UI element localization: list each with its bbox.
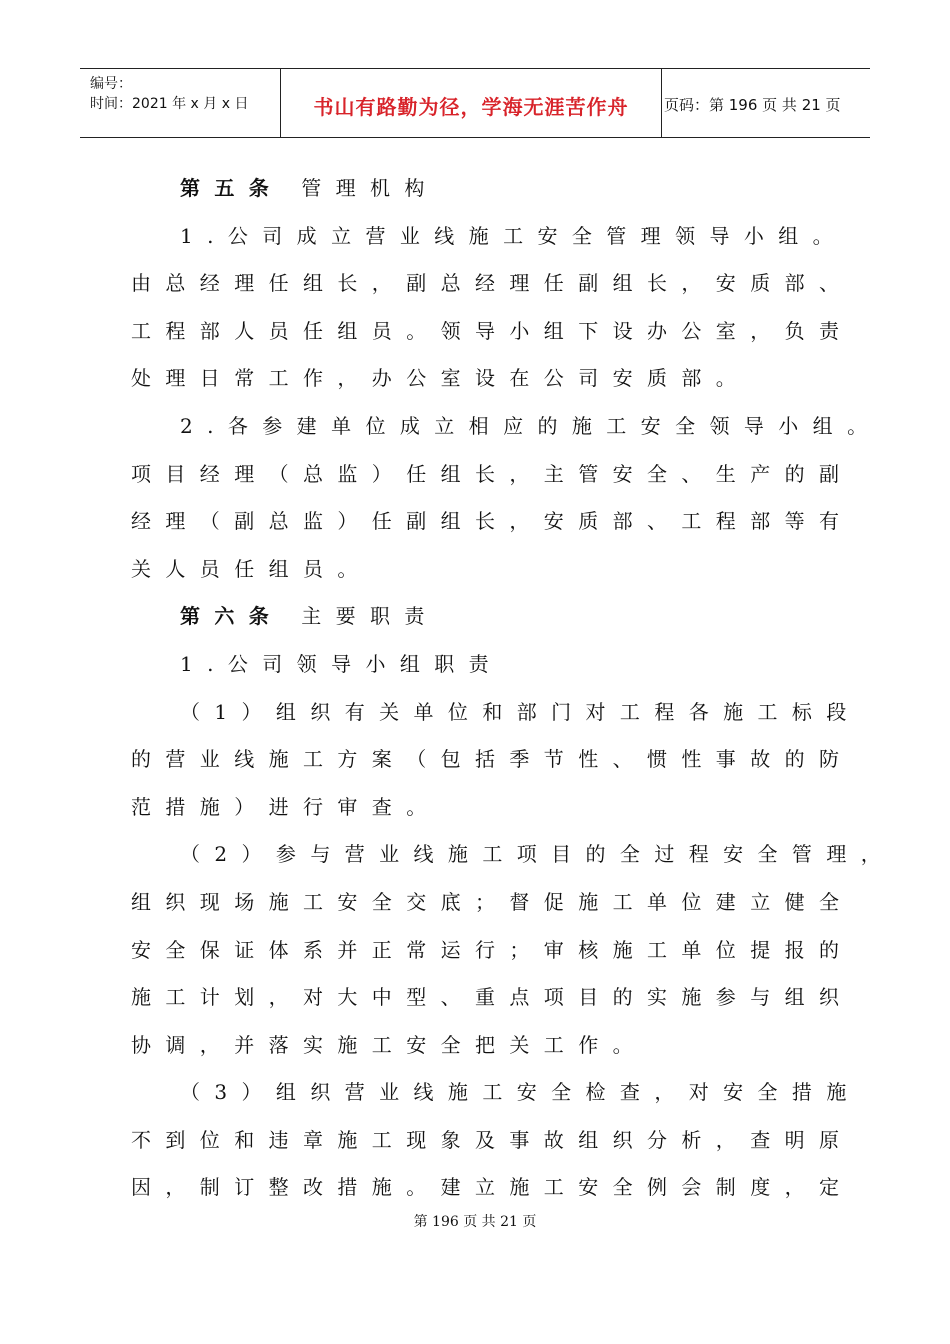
section-heading	[131, 165, 831, 213]
article-title: 主要职责	[301, 604, 439, 629]
paragraph-line: 经理（副总监）任副组长，安质部、工程部等有	[131, 509, 854, 534]
paragraph-line: 2.各参建单位成立相应的施工安全领导小组。	[180, 413, 882, 438]
paragraph-line: 协调，并落实施工安全把关工作。	[131, 1032, 647, 1057]
paragraph-line: 安全保证体系并正常运行；审核施工单位提报的	[131, 937, 854, 962]
document-body	[131, 165, 896, 1212]
header-meta-cell	[80, 69, 280, 137]
paragraph-line: 工程部人员任组员。领导小组下设办公室，负责	[131, 318, 854, 343]
paragraph-line: 不到位和违章施工现象及事故组织分析，查明原	[131, 1127, 854, 1152]
paragraph-line: （1）组织有关单位和部门对工程各施工标段	[180, 699, 861, 724]
header-page-cell	[662, 69, 870, 137]
paragraph-line: 的营业线施工方案（包括季节性、惯性事故的防	[131, 747, 854, 772]
paragraph-line: 1.公司成立营业线施工安全管理领导小组。	[180, 223, 848, 248]
number-label: 编号：	[90, 76, 132, 92]
paragraph-line: 处理日常工作，办公室设在公司安质部。	[131, 366, 751, 391]
section-heading	[131, 593, 831, 641]
motto-text: 书山有路勤为径，学海无涯苦作舟	[313, 95, 629, 119]
page-info: 页码：第 196 页 共 21 页	[664, 96, 841, 114]
paragraph-line: 1.公司领导小组职责	[180, 651, 504, 676]
paragraph-line: 关人员任组员。	[131, 556, 372, 581]
page-footer: 第 196 页 共 21 页	[413, 1214, 537, 1230]
header-motto-cell	[280, 69, 662, 137]
paragraph-line: 范措施）进行审查。	[131, 794, 441, 819]
article-number: 第五条	[180, 176, 284, 200]
paragraph-line: 项目经理（总监）任组长，主管安全、生产的副	[131, 461, 854, 486]
paragraph-line: 由总经理任组长，副总经理任副组长，安质部、	[131, 271, 854, 296]
article-number: 第六条	[180, 604, 284, 629]
document-header	[80, 68, 870, 138]
paragraph-line: 因，制订整改措施。建立施工安全例会制度，定	[131, 1175, 854, 1200]
article-title: 管理机构	[301, 176, 439, 200]
paragraph-line: （2）参与营业线施工项目的全过程安全管理，	[180, 842, 896, 867]
date-label: 时间：2021 年 x 月 x 日	[90, 96, 249, 112]
paragraph-line: 组织现场施工安全交底；督促施工单位建立健全	[131, 889, 854, 914]
paragraph-line: 施工计划，对大中型、重点项目的实施参与组织	[131, 985, 854, 1010]
paragraph-line: （3）组织营业线施工安全检查，对安全措施	[180, 1080, 861, 1105]
